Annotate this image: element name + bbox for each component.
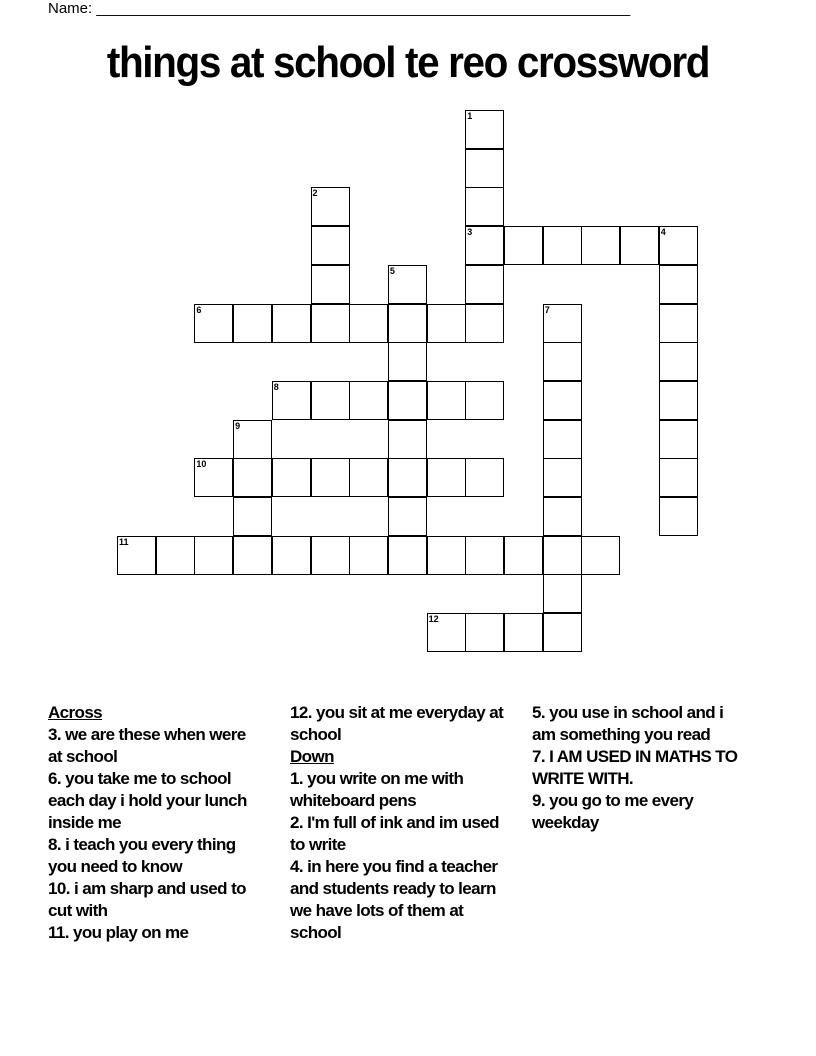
grid-cell[interactable]: [311, 187, 350, 226]
clue-item: [290, 812, 505, 856]
grid-cell[interactable]: [659, 265, 698, 304]
clue-item: [532, 702, 747, 746]
grid-cell[interactable]: [194, 536, 233, 575]
grid-cell[interactable]: [543, 574, 582, 613]
clue-item-text: i am sharp and used to cut with: [48, 879, 246, 920]
grid-cell[interactable]: [233, 497, 272, 536]
grid-cell[interactable]: [233, 458, 272, 497]
grid-cell[interactable]: [388, 497, 427, 536]
grid-cell[interactable]: [581, 536, 620, 575]
grid-cell[interactable]: [659, 381, 698, 420]
clue-number: 4: [660, 227, 666, 238]
grid-cell[interactable]: [465, 458, 504, 497]
clue-item-number: 10.: [48, 879, 70, 898]
clue-item: [48, 878, 263, 922]
grid-cell[interactable]: [427, 536, 466, 575]
grid-cell[interactable]: [504, 226, 543, 265]
clue-number: 6: [196, 304, 202, 315]
grid-cell[interactable]: [465, 613, 504, 652]
clue-item-number: 11.: [48, 923, 69, 942]
clue-number: 3: [467, 227, 473, 238]
grid-cell[interactable]: [349, 304, 388, 343]
page-title: things at school te reo crossword: [106, 38, 710, 87]
grid-cell[interactable]: [349, 381, 388, 420]
grid-cell[interactable]: [388, 381, 427, 420]
clue-item: [290, 768, 505, 812]
grid-cell[interactable]: [659, 226, 698, 265]
clue-item: [290, 702, 505, 746]
grid-cell[interactable]: [543, 458, 582, 497]
grid-cell[interactable]: [427, 304, 466, 343]
grid-cell[interactable]: [311, 458, 350, 497]
clue-item-number: 7.: [532, 747, 545, 766]
grid-cell[interactable]: [388, 536, 427, 575]
grid-cell[interactable]: [272, 304, 311, 343]
grid-cell[interactable]: [543, 420, 582, 459]
grid-cell[interactable]: [465, 149, 504, 188]
clue-number: 8: [273, 381, 279, 392]
grid-cell[interactable]: [388, 420, 427, 459]
clue-item: [48, 768, 263, 834]
clue-item: [290, 856, 505, 944]
down-heading: Down: [290, 747, 334, 766]
grid-cell[interactable]: [311, 226, 350, 265]
clue-item-text: I'm full of ink and im used to write: [290, 813, 499, 854]
grid-cell[interactable]: [581, 226, 620, 265]
clue-number: 11: [119, 536, 129, 547]
clue-item: [532, 790, 747, 834]
clue-item-number: 9.: [532, 791, 545, 810]
grid-cell[interactable]: [465, 226, 504, 265]
clue-item-number: 6.: [48, 769, 61, 788]
grid-cell[interactable]: [543, 226, 582, 265]
grid-cell[interactable]: [388, 265, 427, 304]
grid-cell[interactable]: [388, 458, 427, 497]
clues-column-3: [532, 702, 747, 834]
clue-item: [532, 746, 747, 790]
grid-cell[interactable]: [311, 304, 350, 343]
grid-cell[interactable]: [659, 342, 698, 381]
clue-number: 1: [467, 111, 473, 121]
grid-cell[interactable]: [504, 536, 543, 575]
grid-cell[interactable]: [504, 613, 543, 652]
grid-cell[interactable]: [465, 381, 504, 420]
grid-cell[interactable]: [349, 458, 388, 497]
grid-cell[interactable]: [543, 613, 582, 652]
clue-item-text: i teach you every thing you need to know: [48, 835, 236, 876]
grid-cell[interactable]: [465, 304, 504, 343]
grid-cell[interactable]: [465, 536, 504, 575]
grid-cell[interactable]: [311, 265, 350, 304]
grid-cell[interactable]: [659, 304, 698, 343]
clue-item-text: you use in school and i am something you read: [532, 703, 724, 744]
grid-cell[interactable]: [543, 536, 582, 575]
clue-number: 12: [428, 614, 439, 625]
clue-item-number: 5.: [532, 703, 545, 722]
grid-cell[interactable]: [233, 304, 272, 343]
grid-cell[interactable]: [272, 458, 311, 497]
across-heading: Across: [48, 703, 103, 722]
grid-cell[interactable]: [465, 110, 504, 149]
clue-item-number: 8.: [48, 835, 61, 854]
grid-cell[interactable]: [427, 381, 466, 420]
clue-item-text: you play on me: [68, 923, 189, 942]
grid-cell[interactable]: [659, 458, 698, 497]
clue-item-text: you take me to school each day i hold your lunch inside me: [48, 769, 247, 832]
clue-item: [48, 724, 263, 768]
grid-cell[interactable]: [311, 536, 350, 575]
clues-column-1: [48, 702, 263, 944]
grid-cell[interactable]: [465, 187, 504, 226]
grid-cell[interactable]: [427, 458, 466, 497]
grid-cell[interactable]: [543, 304, 582, 343]
clue-number: 5: [389, 265, 395, 276]
across-clue-list: [48, 724, 263, 944]
clue-number: 10: [196, 459, 207, 470]
clue-item-number: 3.: [48, 725, 61, 744]
grid-cell[interactable]: [388, 342, 427, 381]
name-field[interactable]: Name: ________________________________________________________________: [48, 0, 631, 17]
clue-number: 9: [235, 420, 241, 431]
grid-cell[interactable]: [543, 497, 582, 536]
clue-item: [48, 834, 263, 878]
clue-item-text: you sit at me everyday at school: [290, 703, 504, 744]
clue-item-number: 1.: [290, 769, 303, 788]
grid-cell[interactable]: [659, 497, 698, 536]
grid-cell[interactable]: [311, 381, 350, 420]
grid-cell[interactable]: [349, 536, 388, 575]
clue-item-text: you write on me with whiteboard pens: [290, 769, 464, 810]
grid-cell[interactable]: [620, 226, 659, 265]
clue-item-number: 12.: [290, 703, 312, 722]
clue-item-number: 4.: [290, 857, 303, 876]
across-clue-list-continued: [290, 702, 505, 746]
down-clue-list-continued: [532, 702, 747, 834]
clue-item-text: I AM USED IN MATHS TO WRITE WITH.: [532, 747, 738, 788]
grid-cell[interactable]: [117, 536, 156, 575]
clue-item: [48, 922, 263, 944]
clue-number: 2: [312, 188, 318, 199]
down-clue-list: [290, 768, 505, 944]
grid-cell[interactable]: [543, 381, 582, 420]
grid-cell[interactable]: [194, 304, 233, 343]
grid-cell[interactable]: [272, 381, 311, 420]
grid-cell[interactable]: [194, 458, 233, 497]
clue-item-number: 2.: [290, 813, 303, 832]
clue-number: 7: [544, 304, 550, 315]
grid-cell[interactable]: [543, 342, 582, 381]
grid-cell[interactable]: [465, 265, 504, 304]
grid-cell[interactable]: [272, 536, 311, 575]
grid-cell[interactable]: [233, 536, 272, 575]
clue-item-text: we are these when were at school: [48, 725, 246, 766]
grid-cell[interactable]: [156, 536, 195, 575]
grid-cell[interactable]: [659, 420, 698, 459]
clue-item-text: in here you find a teacher and students ready to learn we have lots of them at school: [290, 857, 498, 942]
grid-cell[interactable]: [427, 613, 466, 652]
clues-column-2: [290, 702, 505, 944]
clue-item-text: you go to me every weekday: [532, 791, 694, 832]
grid-cell[interactable]: [233, 420, 272, 459]
grid-cell[interactable]: [388, 304, 427, 343]
